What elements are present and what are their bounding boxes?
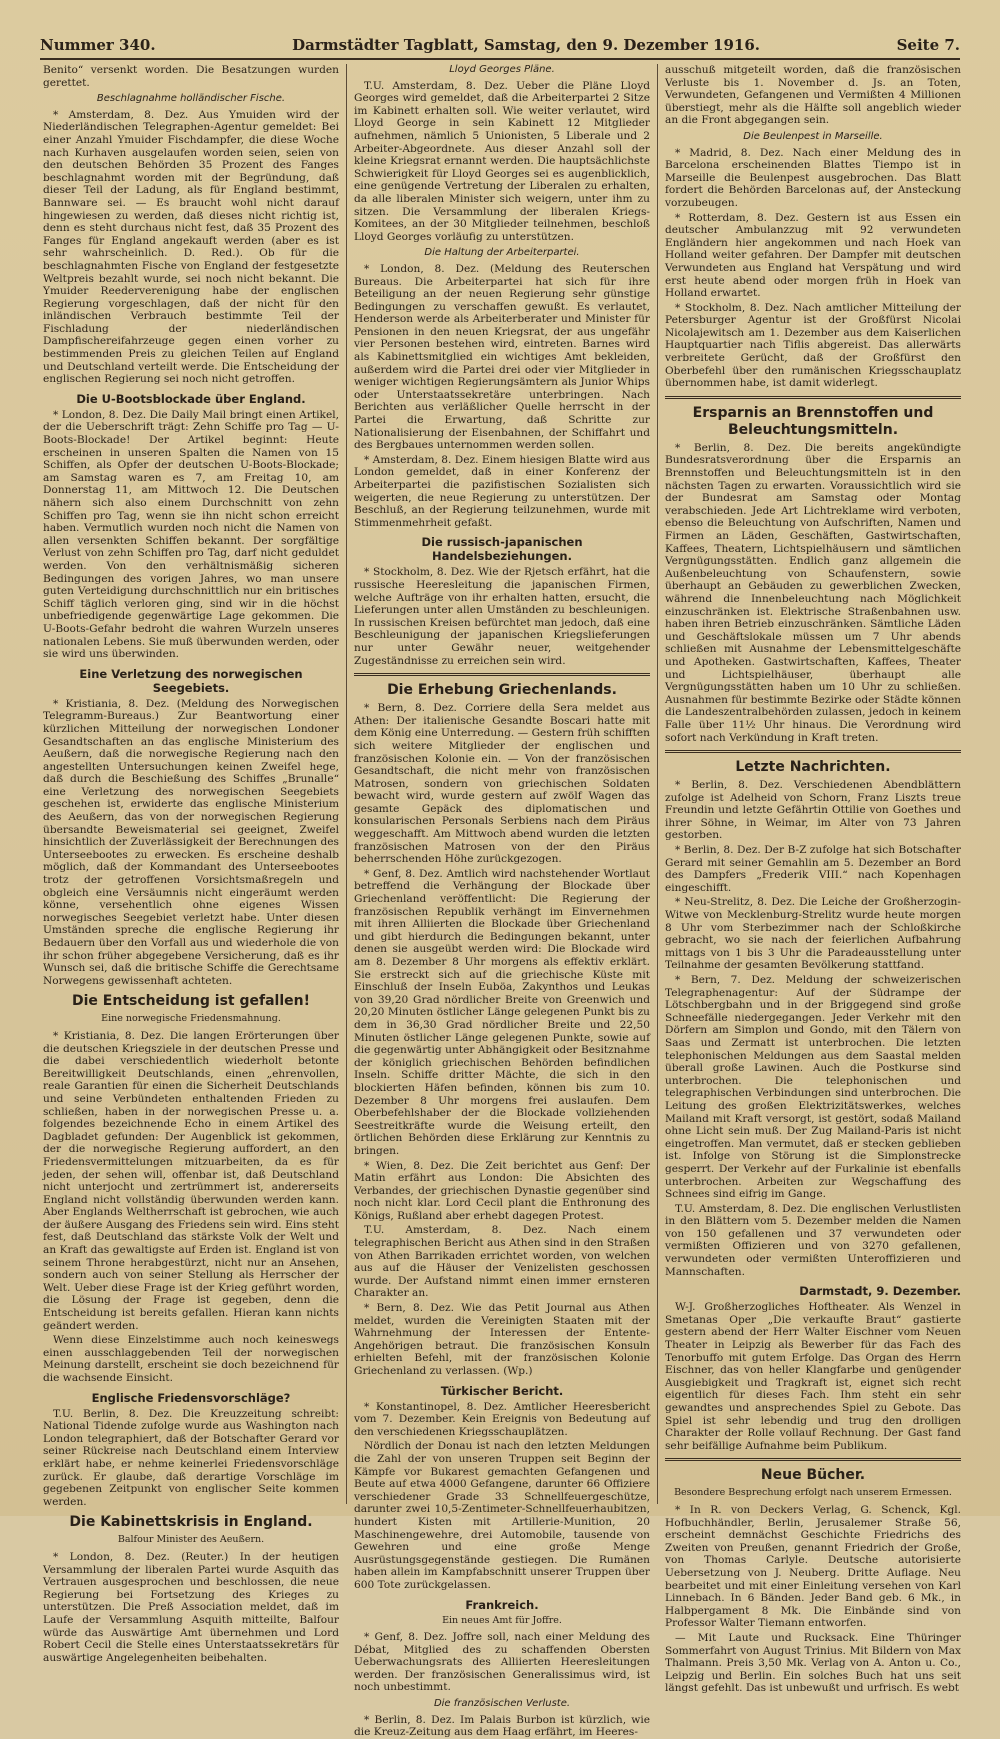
article-text: * Kristiania, 8. Dez. Die langen Erörterungen über die deutschen Kriegsziele in der deutschen Presse und die dabei verschiedentlich wiederholt betonte Bereitwilligkeit Deutschlands, einen „ehrenvollen, reale Garantien für einen die Sicherheit Deutschlands und seine Verbündeten enthaltenden Frieden zu schließen, haben in der norwegischen Presse u. a. folgendes bezeichnende Echo in einem Artikel des Dagbladet gefunden: Der Augenblick ist gekommen, der die norwegische Regierung auffordert, an den Friedensvermittelungen mitzuarbeiten, da es für jeden, der sehen will, offenbar ist, daß Deutschland nicht unterjocht und zertrümmert ist, andererseits England nicht vollständig überwunden werden kann. Aber Englands Weltherrschaft ist gebrochen, wie auch der äußere Ausgang des Friedens sein wird. Eins steht fest, daß Deutschland das stärkste Volk der Welt und an Kraft das gewaltigste auf Erden ist. England ist von seinem Throne herabgestürzt, nicht nur an Ansehen, sondern auch von seiner Stellung als Herrscher der Welt. Ueber diese Frage ist der Krieg geführt worden, die Lösung der Frage ist gegeben, denn die Entscheidung ist bereits gefallen. Hieran kann nichts geändert werden. (43, 1029, 339, 1332)
headline: Ersparnis an Brennstoffen und Beleuchtungsmitteln. (692, 404, 934, 438)
article-text: * Berlin, 8. Dez. Im Palais Burbon ist kürzlich, wie die Kreuz-Zeitung aus dem Haag erfährt, im Heeres- (354, 1713, 650, 1739)
article-text: * London, 8. Dez. (Meldung des Reuterschen Bureaus. Die Arbeiterpartei hat sich für ihre Beteiligung an der neuen Regierung sehr günstige Bedingungen zu verschaffen gewußt. Es verlautet, Henderson werde als Arbeiterberater und Minister für Pensionen in den neuen Kriegsrat, der aus ungefähr vier Personen bestehen wird, eintreten. Barnes wird als Kabinettsmitglied ein wichtiges Amt bekleiden, außerdem wird die Partei drei oder vier Mitglieder in weniger wichtigen Regierungsämtern als Junior Whips oder Unterstaatssekretäre unterbringen. Nach Berichten aus verläßlicher Quelle herrscht in der Partei die Erwartung, daß Schritte zur Nationalisierung der Eisenbahnen, der Schiffahrt und des Bergbaues unternommen werden sollen. (354, 262, 650, 452)
divider (354, 673, 650, 676)
article-text: * In R. von Deckers Verlag, G. Schenck, Kgl. Hofbuchhändler, Berlin, Jerusalemer Straße 56, erscheint demnächst Geschichte Friedrichs des Zweiten von Preußen, genannt Friedrich der Große, von Thomas Carlyle. Deutsche autorisierte Uebersetzung von J. Neuberg. Dritte Auflage. Neu bearbeitet und mit einer Einleitung versehen von Karl Linnebach. In 6 Bänden. Jeder Band geb. 6 Mk., in Halbpergament 8 Mk. Die Einbände sind von Professor Walter Tiemann entworfen. (665, 1503, 961, 1630)
article-text: * Bern, 8. Dez. Wie das Petit Journal aus Athen meldet, wurden die Vereinigten Staaten mit der Wahrnehmung der Interessen der Entente-Angehörigen betraut. Die französischen Konsuln erhielten Befehl, mit der französischen Kolonie Griechenland zu verlassen. (Wp.) (354, 1302, 650, 1377)
headline: Die Haltung der Arbeiterpartei. (424, 247, 580, 259)
column-1 (36, 64, 347, 1664)
article-text: ausschuß mitgeteilt worden, daß die französischen Verluste bis 1. November d. Js. an Toten, Verwundeten, Gefangenen und Vermißten 4 Millionen überstiegt, mehr als die Hälfte soll angeblich wieder an die Front abgegangen sein. (665, 64, 961, 127)
subheadline: Balfour Minister des Aeußern. (117, 1534, 265, 1546)
article-text: * Berlin, 8. Dez. Die bereits angekündigte Bundesratsverordnung über die Ersparnis an Brennstoffen und Beleuchtungsmitteln ist in den nächsten Tagen zu erwarten. Voraussichtlich wird sie der Bundesrat am Samstag oder Montag verabschieden. Jede Art Lichtreklame wird verboten, ebenso die Beleuchtung von Aufschriften, Namen und Firmen an Läden, Geschäften, Gastwirtschaften, Kaffees, Theatern, Lichtspielhäusern und sämtlichen Vergnügungsstätten. Endlich ganz allgemein die Außenbeleuchtung von Schaufenstern, sowie überhaupt an Gebäuden zu gewerblichen Zwecken, während die Innenbeleuchtung nach Möglichkeit einzuschränken ist. Elektrische Straßenbahnen usw. haben ihren Betrieb einzuschränken. Sämtliche Läden und Geschäftslokale müssen um 7 Uhr abends schließen mit Ausnahme der Lebensmittelgeschäfte und Apotheken. Gastwirtschaften, Kaffees, Theater und Lichtspielhäuser, überhaupt alle Vergnügungsstätten haben um 10 Uhr zu schließen. Ausnahmen für bestimmte Bezirke oder Städte können die Landeszentralbehörden zulassen, jedoch in keinem Falle über 11½ Uhr hinaus. Die Verordnung wird sofort nach Verkündung in Kraft treten. (665, 441, 961, 744)
divider (665, 750, 961, 753)
article-text: * Genf, 8. Dez. Joffre soll, nach einer Meldung des Débat, Mitglied des zu schaffenden Obersten Ueberwachungsrats des Alliierten Heeresleitungen werden. Der französischen Generalissimus wird, ist noch unbestimmt. (354, 1631, 650, 1694)
article-text: * Berlin, 8. Dez. Verschiedenen Abendblättern zufolge ist Adelheid von Schorn, Franz Liszts treue Freundin und letzte Gefährtin Ottilie von Goethes und ihrer Söhne, in Weimar, im Alter von 73 Jahren gestorben. (665, 779, 961, 842)
subheadline: Besondere Besprechung erfolgt nach unserem Ermessen. (674, 1487, 952, 1499)
headline: Die französischen Verluste. (433, 1698, 571, 1710)
issue-number: Nummer 340. (40, 36, 156, 54)
divider (665, 1458, 961, 1461)
article-text: Wenn diese Einzelstimme auch noch keineswegs einen ausschlaggebenden Teil der norwegischen Meinung darstellt, erscheint sie doch bezeichnend für die wachsende Einsicht. (43, 1334, 339, 1384)
headline: Eine Verletzung des norwegischen Seegebiets. (79, 666, 303, 695)
page-number: Seite 7. (896, 36, 960, 54)
article-text: T.U. Amsterdam, 8. Dez. Nach einem telegraphischen Bericht aus Athen sind in den Straßen von Athen Barrikaden errichtet worden, von welchen aus auf die Häuser der Venizelisten geschossen wurde. Der Aufstand nimmt einen immer ernsteren Charakter an. (354, 1224, 650, 1300)
article-text: * Kristiania, 8. Dez. (Meldung des Norwegischen Telegramm-Bureaus.) Zur Beantwortung einer kürzlichen Mitteilung der norwegischen Londoner Gesandtschaften an das englische Ministerium des Aeußern, daß die norwegische Regierung nach den angestellten Untersuchungen keinen Zweifel hege, daß durch die Beschießung des Schiffes „Brunalle“ eine Verletzung des norwegischen Seegebiets geschehen ist, erwiderte das englische Ministerium des Aeußern, das von der norwegischen Regierung übersandte Beweismaterial sei geeignet, Zweifel hinsichtlich der Zuverlässigkeit der Berechnungen des Unterseebootes zu erwecken. Es erscheine deshalb möglich, daß der Kommandant des Unterseebootes trotz der getroffenen Vorsichtsmaßregeln und obgleich eine Versäumnis nicht eingeräumt werden könne, versehentlich ohne eigenes Wissen norwegisches Seegebiet verletzt habe. Unter diesen Umständen spreche die englische Regierung ihr Bedauern über den Vorfall aus und wiederhole die von ihr schon früher abgegebene Versicherung, daß es ihr Wunsch sei, daß die britische Schiffe die Gerechtsame Norwegens gewissenhaft achteten. (43, 697, 339, 987)
article-text: * Wien, 8. Dez. Die Zeit berichtet aus Genf: Der Matin erfährt aus London: Die Absichten des Verbandes, der griechischen Dynastie gegenüber sind noch nicht klar. Lord Cecil plant die Enthronung des Königs, Rußland aber erhebt dagegen Protest. (354, 1159, 650, 1222)
column-3 (658, 64, 968, 1695)
headline: Die Entscheidung ist gefallen! (72, 993, 310, 1010)
headline: Die russisch-japanischen Handelsbeziehungen. (421, 535, 583, 564)
article-text: * Berlin, 8. Dez. Der B-Z zufolge hat sich Botschafter Gerard mit seiner Gemahlin am 5. Dezember an Bord des Dampfers „Frederik VIII.“ nach Kopenhagen eingeschifft. (665, 844, 961, 894)
article-text: * Madrid, 8. Dez. Nach einer Meldung des in Barcelona erscheinenden Blattes Tiempo ist in Marseille die Beulenpest ausgebrochen. Das Blatt fordert die Behörden Barcelonas auf, der Ansteckung vorzubeugen. (665, 146, 961, 209)
headline: Die Erhebung Griechenlands. (387, 682, 617, 699)
article-text: * Bern, 7. Dez. Meldung der schweizerischen Telegraphenagentur: Auf der Südrampe der Lötschbergbahn und in der Briggegend sind große Schneefälle niedergegangen. Jeder Verkehr mit den Dörfern am Simplon und Gondo, mit den Tälern von Saas und Zermatt ist unterbrochen. Die letzten telephonischen Meldungen aus dem Saastal melden überall große Lawinen. Auch die Postkurse sind unterbrochen. Die telephonischen und telegraphischen Verbindungen sind unterbrochen. Die Leitung des großen Elektrizitätswerkes, welches Mailand mit Kraft versorgt, ist gestört, sodaß Mailand ohne Licht sein muß. Der Zug Mailand-Paris ist nicht eingetroffen. Man vermutet, daß er stecken geblieben ist. Infolge von Störung ist die Simplonstrecke gesperrt. Der Verkehr auf der Furkalinie ist ebenfalls unterbrochen. Arbeiten zur Wegschaffung des Schnees sind eifrig im Gange. (665, 974, 961, 1201)
article-text: * Neu-Strelitz, 8. Dez. Die Leiche der Großherzogin-Witwe von Mecklenburg-Strelitz wurde heute morgen 8 Uhr vom Sterbezimmer nach der Schloßkirche gebracht, wo sie nach der feierlichen Aufbahrung mittags von 1 bis 3 Uhr die Paradeausstellung unter Teilnahme der gesamten Bevölkerung stattfand. (665, 896, 961, 972)
article-text: * Konstantinopel, 8. Dez. Amtlicher Heeresbericht vom 7. Dezember. Kein Ereignis von Bedeutung auf den verschiedenen Kriegsschauplätzen. (354, 1400, 650, 1438)
article-text: W-J. Großherzogliches Hoftheater. Als Wenzel in Smetanas Oper „Die verkaufte Braut“ gastierte gestern abend der Herr Walter Eischner vom Neuen Theater in Leipzig als Bewerber für das Fach des Tenorbuffo mit gutem Erfolge. Das Organ des Herrn Eischner, das von heller Klangfarbe und genügender Ausgiebigkeit und Tragkraft ist, eignet sich recht eigentlich für dieses Fach. Ihm steht ein sehr gewandtes und ansprechendes Spiel zu Gebote. Das Spiel ist sehr lebendig und trug den drolligen Charakter der Rolle vollauf Rechnung. Der Gast fand sehr beifällige Aufnahme beim Publikum. (665, 1301, 961, 1452)
article-text: Nördlich der Donau ist nach den letzten Meldungen die Zahl der von unseren Truppen seit Beginn der Kämpfe vor Bukarest gemachten Gefangenen und Beute auf etwa 4000 Gefangene, darunter 66 Offiziere verschiedener Grade 33 Schnellfeuergeschütze, darunter zwei 10,5-Zentimeter-Schnellfeuerhaubitzen, hundert Kisten mit Artillerie-Munition, 20 Maschinengewehre, drei Automobile, tausende von Gewehren und eine große Menge Ausrüstungsgegenstände gestiegen. Die Rumänen haben allein im Kampfabschnitt unserer Truppen über 600 Tote zurückgelassen. (354, 1440, 650, 1591)
divider (665, 396, 961, 399)
subheadline: Eine norwegische Friedensmahnung. (101, 1013, 281, 1025)
headline: Frankreich. (465, 1597, 539, 1612)
page-header (40, 36, 960, 60)
headline: Die Beulenpest in Marseille. (743, 130, 883, 142)
article-text: * London, 8. Dez. Die Daily Mail bringt einen Artikel, der die Ueberschrift trägt: Zehn Schiffe pro Tag — U-Boots-Blockade! Der Artikel beginnt: Heute erscheinen in unseren Spalten die Namen von 15 Schiffen, als Opfer der deutschen U-Boots-Blockade; am Samstag waren es 7, am Freitag 10, am Donnerstag 11, am Mittwoch 12. Die Deutschen nähern sich also einem Durchschnitt von zehn Schiffen pro Tag, wenn sie ihn nicht schon erreicht haben. Vermutlich wurden noch nicht die Namen von allen versenkten Schiffen bekannt. Der sorgfältige Verlust von zehn Schiffen pro Tag, darf nicht geduldet werden. Von den verhältnismäßig sicheren Bedingungen des vorigen Jahres, wo man unsere guten Verteidigung durchschnittlich nur ein britisches Schiff täglich verloren ging, sind wir in die höchst unbefriedigende gegenwärtige Lage gekommen. Die U-Boots-Gefahr bedroht die wahren Wurzeln unseres nationalen Lebens. Sie muß überwunden werden, oder sie wird uns überwinden. (43, 408, 339, 661)
article-text: * Stockholm, 8. Dez. Wie der Rjetsch erfährt, hat die russische Heeresleitung die japanischen Firmen, welche Aufträge von ihr erhalten hatten, ersucht, die Lieferungen unter allen Umständen zu beschleunigen. In russischen Kreisen befürchtet man jedoch, daß eine Beschleunigung der japanischen Kriegslieferungen nur unter Gewähr neuer, weitgehender Zugeständnisse zu erreichen sein wird. (354, 566, 650, 667)
headline: Neue Bücher. (760, 1467, 866, 1484)
masthead: Darmstädter Tagblatt, Samstag, den 9. Dezember 1916. (292, 36, 761, 54)
article-text: T.U. Amsterdam, 8. Dez. Ueber die Pläne Lloyd Georges wird gemeldet, daß die Arbeiterpartei 2 Sitze im Kabinett erhalten soll. Wie weiter verlautet, wird Lloyd George in sein Kabinett 12 Mitglieder aufnehmen, nämlich 5 Unionisten, 5 Liberale und 2 Arbeiter-Abgeordnete. Aus dieser Anzahl soll der kleine Kriegsrat ernannt werden. Die hauptsächlichste Schwierigkeit für Lloyd Georges sei es augenblicklich, eine genügende Vertretung der Liberalen zu erhalten, da alle liberalen Minister sich weigern, unter ihm zu sitzen. Die Versammlung der liberalen Kriegs-Komitees, an der 30 Mitglieder teilnehmen, beschloß Lloyd Georges vorläufig zu unterstützen. (354, 79, 650, 243)
article-text: — Mit Laute und Rucksack. Eine Thüringer Sommerfahrt von August Trinius. Mit Bildern von Max Thalmann. Preis 3,50 Mk. Verlag von A. Anton u. Co., Leipzig und Berlin. Ein solches Buch hat uns seit längst gefehlt. Das ist unbewußt und urfrisch. Es webt (665, 1631, 961, 1695)
article-text: * Amsterdam, 8. Dez. Einem hiesigen Blatte wird aus London gemeldet, daß in einer Konferenz der Arbeiterpartei die pazifistischen Sozialisten sich weigerten, die neue Regierung zu unterstützen. Der Beschluß, an der Regierung teilzunehmen, wurde mit Stimmenmehrheit gefaßt. (354, 453, 650, 529)
headline: Türkischer Bericht. (440, 1383, 564, 1398)
article-text: T.U. Berlin, 8. Dez. Die Kreuzzeitung schreibt: National Tidende zufolge wurde aus Washington nach London telegraphiert, daß der Botschafter Gerard vor seiner Rückreise nach Deutschland einem Interview erklärt habe, er nehme keinerlei Friedensvorschläge zurück. Er glaube, daß derartige Vorschläge im gegebenen Zeitpunkt von englischer Seite kommen werden. (43, 1407, 339, 1508)
subheadline: Ein neues Amt für Joffre. (442, 1614, 562, 1626)
article-text: * Amsterdam, 8. Dez. Aus Ymuiden wird der Niederländischen Telegraphen-Agentur gemeldet: Bei einer Anzahl Ymuider Fischdampfer, die diese Woche nach Kurhaven ausgelaufen worden seien, seien von den deutschen Behörden 35 Prozent des Fanges beschlagnahmt worden mit der Begründung, daß dieser Teil der Ladung, als für England bestimmt, Bannware sei. — Es braucht wohl nicht darauf hingewiesen zu werden, daß dieses nicht richtig ist, denn es steht durchaus nicht fest, daß 35 Prozent des Fanges für England angekauft werden (aber es ist sehr wahrscheinlich. D. Red.). Ob für die beschlagnahmten Fische von England der festgesetzte Weltpreis bezahlt wurde, sei noch nicht bekannt. Die Ymuider Reederverenigung habe der englischen Regierung vorgeschlagen, daß der nicht für den inländischen Verbrauch bestimmte Teil der Fischladung der niederländischen Dampfischereifahrzeuge gegen einen vorher zu bestimmenden Preis zu gleichen Teilen auf England und Deutschland verteilt werde. Die Entscheidung der englischen Regierung sei noch nicht getroffen. (43, 108, 339, 386)
article-text: Benito“ versenkt worden. Die Besatzungen wurden gerettet. (43, 64, 339, 89)
article-columns (36, 64, 968, 1739)
headline: Beschlagnahme holländischer Fische. (96, 93, 286, 105)
headline: Die U-Bootsblockade über England. (76, 391, 306, 406)
headline: Lloyd Georges Pläne. (449, 64, 555, 75)
article-text: * Rotterdam, 8. Dez. Gestern ist aus Essen ein deutscher Ambulanzzug mit 92 verwundeten Engländern hier angekommen und nach Hoek van Holland weiter gefahren. Der Dampfer mit deutschen Verwundeten aus England hat Verspätung und wird erst heute abend oder morgen früh in Hoek van Holland erwartet. (665, 211, 961, 300)
article-text: T.U. Amsterdam, 8. Dez. Die englischen Verlustlisten in den Blättern vom 5. Dezember melden die Namen von 150 gefallenen und 37 verwundeten oder vermißten Offizieren und von 3270 gefallenen, verwundeten oder vermißten Unteroffizieren und Mannschaften. (665, 1202, 961, 1278)
headline: Englische Friedensvorschläge? (91, 1390, 291, 1405)
headline: Darmstadt, 9. Dezember. (799, 1284, 961, 1299)
article-text: * Bern, 8. Dez. Corriere della Sera meldet aus Athen: Der italienische Gesandte Boscari hatte mit dem König eine Unterredung. — Gestern früh schifften sich weitere Mitglieder der englischen und französischen Kolonie ein. — Von der französischen Gesandtschaft, die nicht mehr von französischen Matrosen, sondern von griechischen Soldaten bewacht wird, wurde gestern auf zwölf Wagen das gesamte Gepäck des diplomatischen und konsularischen Personals Serbiens nach dem Piräus weggeschafft. Am Mittwoch abend wurden die letzten französischen Matrosen von der den Piräus beherrschenden Höhe zurückgezogen. (354, 702, 650, 866)
article-text: * Stockholm, 8. Dez. Nach amtlicher Mitteilung der Petersburger Agentur ist der Großfürst Nicolai Nicolajewitsch am 1. Dezember aus dem Kaiserlichen Hauptquartier nach Tiflis abgereist. Das allerwärts verbreitete Gerücht, daß der Großfürst den Oberbefehl über den rumänischen Kriegsschauplatz übernommen habe, ist damit widerlegt. (665, 301, 961, 390)
article-text: * London, 8. Dez. (Reuter.) In der heutigen Versammlung der liberalen Partei wurde Asquith das Vertrauen ausgesprochen und beschlossen, die neue Regierung bei Fortsetzung des Krieges zu unterstützen. Die Preß Association meldet, daß im Laufe der Versammlung Asquith mitteilte, Balfour würde das Auswärtige Amt übernehmen und Lord Robert Cecil die Stelle eines Unterstaatssekretärs für auswärtige Angelegenheiten beibehalten. (43, 1550, 339, 1664)
column-2 (347, 64, 658, 1739)
article-text: * Genf, 8. Dez. Amtlich wird nachstehender Wortlaut betreffend die Verhängung der Blockade über Griechenland veröffentlicht: Die Regierung der französischen Republik verhängt im Einvernehmen mit ihren Alliierten die Blockade über Griechenland und gibt hierdurch die Bedingungen bekannt, unter denen sie ausgeübt werden wird: Die Blockade wird am 8. Dezember 8 Uhr morgens als effektiv erklärt. Sie erstreckt sich auf die griechische Küste mit Einschluß der Inseln Euböa, Zakynthos und Leukas von 39,20 Grad nördlicher Breite von Greenwich und 20,20 Minuten östlicher Länge gelegenen Punkt bis zu dem in 36,30 Grad nördlicher Breite und 22,50 Minuten östlicher Länge gelegenen Punkte, sowie auf die gegenwärtig unter Abhängigkeit oder Besitznahme der königlich griechischen Behörden befindlichen Inseln. Schiffe dritter Mächte, die sich in den blockierten Häfen befinden, können bis zum 10. Dezember 8 Uhr morgens frei auslaufen. Dem Oberbefehlshaber der die Blockade vollziehenden Seestreitkräfte wurde die Weisung erteilt, den örtlichen Behörden diese Erklärung zur Kenntnis zu bringen. (354, 867, 650, 1157)
headline: Die Kabinettskrisis in England. (69, 1514, 313, 1531)
headline: Letzte Nachrichten. (735, 759, 891, 776)
